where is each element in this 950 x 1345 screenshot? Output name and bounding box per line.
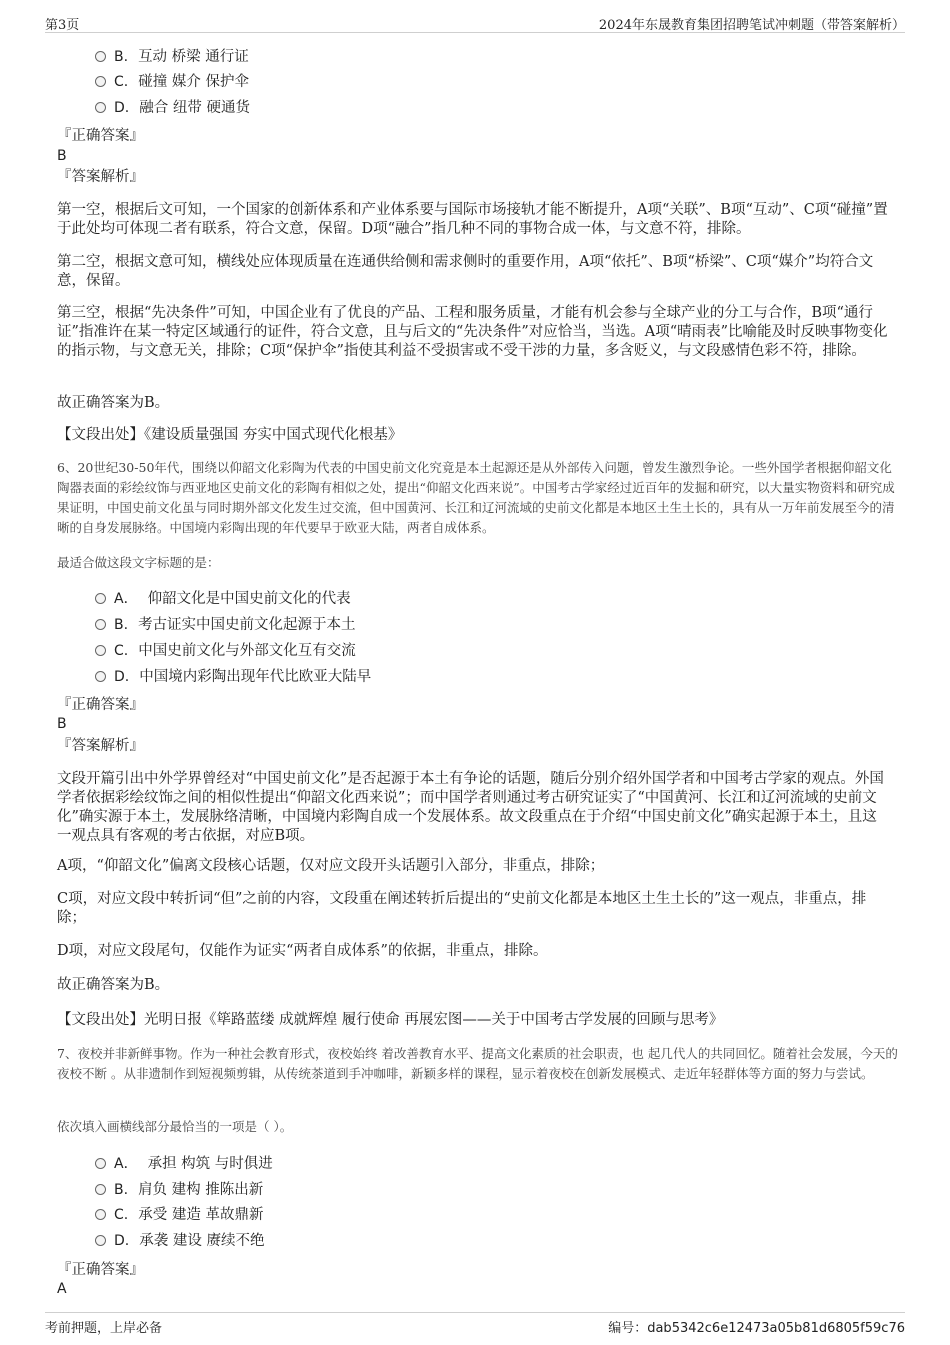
q7-option-b[interactable]: B. 肩负 建构 推陈出新 [95, 1180, 263, 1200]
radio-icon[interactable] [95, 619, 106, 630]
footer-slogan: 考前押题，上岸必备 [45, 1321, 163, 1336]
q6-option-b[interactable]: B. 考古证实中国史前文化起源于本土 [95, 615, 356, 635]
q6-answer: B [57, 716, 67, 732]
q5-option-d[interactable]: D. 融合 纽带 硬通货 [95, 98, 250, 118]
q6-analysis-label: 『答案解析』 [57, 738, 144, 754]
radio-icon[interactable] [95, 102, 106, 113]
q6-prompt: 最适合做这段文字标题的是： [57, 555, 220, 570]
q7-prompt: 依次填入画横线部分最恰当的一项是（ ）。 [57, 1119, 293, 1134]
q5-analysis-p3: 第三空，根据“先决条件”可知，中国企业有了优良的产品、工程和服务质量，才能有机会参与全球产业的分工与合作，B项“通行证”指准许在某一特定区域通行的证件，符合文意，且与后文的“先决条件”对应恰当，当选。A项“晴雨表”比喻能及时反映事物变化的指示物，与文意无关，排除；C项“保护伞”指使其利益不受损害或不受干涉的力量，多含贬义，与文段感情色彩不符，排除。 [57, 305, 888, 359]
q7-answer-label: 『正确答案』 [57, 1262, 144, 1278]
q6-analysis-conclusion: 故正确答案为B。 [57, 977, 170, 993]
radio-icon[interactable] [95, 593, 106, 604]
q6-source: 【文段出处】光明日报《筚路蓝缕 成就辉煌 履行使命 再展宏图——关于中国考古学发展的回顾与思考》 [57, 1012, 724, 1028]
radio-icon[interactable] [95, 51, 106, 62]
q7-stem: 7、夜校并非新鲜事物。作为一种社会教育形式，夜校始终 着改善教育水平、提高文化素质的社会职责，也 起几代人的共同回忆。随着社会发展，今天的夜校不断 。从非遗制作到短视频剪辑，从传统茶道到手冲咖啡，新颖多样的课程，显示着夜校在创新发展模式、走近年轻群体等方面的努力与尝试。 [57, 1046, 898, 1081]
radio-icon[interactable] [95, 1235, 106, 1246]
q7-option-c[interactable]: C. 承受 建造 革故鼎新 [95, 1205, 263, 1225]
page-number: 第3页 [45, 18, 80, 33]
radio-icon[interactable] [95, 76, 106, 87]
q6-analysis-p2: A项，“仰韶文化”偏离文段核心话题，仅对应文段开头话题引入部分，非重点，排除； [57, 858, 605, 874]
q6-analysis-p3: C项，对应文段中转折词“但”之前的内容，文段重在阐述转折后提出的“史前文化都是本地区土生土长的”这一观点，非重点，排除； [57, 891, 867, 926]
q6-option-d[interactable]: D. 中国境内彩陶出现年代比欧亚大陆早 [95, 667, 371, 687]
q6-analysis-p1: 文段开篇引出中外学界曾经对“中国史前文化”是否起源于本土有争论的话题，随后分别介绍外国学者和中国考古学家的观点。外国学者依据彩绘纹饰之间的相似性提出“仰韶文化西来说”；而中国学者则通过考古研究证实了“中国黄河、长江和辽河流域的史前文化”确实源于本土，发展脉络清晰，中国境内彩陶自成一个发展体系。故文段重点在于介绍“中国史前文化”确实起源于本土，且这一观点具有客观的考古依据，对应B项。 [57, 771, 884, 844]
document-code [608, 1317, 905, 1336]
q5-answer: B [57, 148, 67, 164]
code-value: dab5342c6e12473a05b81d6805f59c76 [647, 1321, 905, 1336]
q5-answer-label: 『正确答案』 [57, 128, 144, 144]
radio-icon[interactable] [95, 671, 106, 682]
radio-icon[interactable] [95, 1209, 106, 1220]
q6-option-c[interactable]: C. 中国史前文化与外部文化互有交流 [95, 641, 356, 661]
q5-analysis-p1: 第一空，根据后文可知，一个国家的创新体系和产业体系要与国际市场接轨才能不断提升，A项“关联”、B项“互动”、C项“碰撞”置于此处均可体现二者有联系，符合文意，保留。D项“融合”指几种不同的事物合成一体，与文意不符，排除。 [57, 202, 888, 237]
q5-analysis-label: 『答案解析』 [57, 169, 144, 185]
q6-answer-label: 『正确答案』 [57, 697, 144, 713]
q7-option-d[interactable]: D. 承袭 建设 赓续不绝 [95, 1231, 264, 1251]
q5-analysis-conclusion: 故正确答案为B。 [57, 395, 170, 411]
radio-icon[interactable] [95, 1158, 106, 1169]
document-title: 2024年东晟教育集团招聘笔试冲刺题（带答案解析） [598, 18, 905, 33]
q5-option-b[interactable]: B. 互动 桥梁 通行证 [95, 47, 249, 67]
page-footer [45, 1312, 905, 1338]
q7-answer: A [57, 1281, 67, 1297]
radio-icon[interactable] [95, 645, 106, 656]
q5-analysis-p2: 第二空，根据文意可知，横线处应体现质量在连通供给侧和需求侧时的重要作用，A项“依托”、B项“桥梁”、C项“媒介”均符合文意，保留。 [57, 254, 874, 289]
q5-source: 【文段出处】《建设质量强国 夯实中国式现代化根基》 [57, 427, 403, 443]
code-label: 编号： [608, 1321, 648, 1336]
q6-option-a[interactable]: A． 仰韶文化是中国史前文化的代表 [95, 589, 351, 609]
page-header [45, 10, 905, 33]
q6-analysis-p4: D项，对应文段尾句，仅能作为证实“两者自成体系”的依据，非重点，排除。 [57, 943, 548, 959]
q7-option-a[interactable]: A． 承担 构筑 与时俱进 [95, 1154, 273, 1174]
radio-icon[interactable] [95, 1184, 106, 1195]
q6-stem: 6、20世纪30-50年代，围绕以仰韶文化彩陶为代表的中国史前文化究竟是本土起源还是从外部传入问题，曾发生激烈争论。一些外国学者根据仰韶文化陶器表面的彩绘纹饰与西亚地区史前文化的彩陶有相似之处，提出“仰韶文化西来说”。中国考古学家经过近百年的发掘和研究，以大量实物资料和研究成果证明，中国史前文化虽与同时期外部文化发生过交流，但中国黄河、长江和辽河流域的史前文化都是本地区土生土长的，具有从一万年前发展至今的清晰的自身发展脉络。中国境内彩陶出现的年代要早于欧亚大陆，两者自成体系。 [57, 460, 895, 535]
q5-option-c[interactable]: C. 碰撞 媒介 保护伞 [95, 72, 249, 92]
